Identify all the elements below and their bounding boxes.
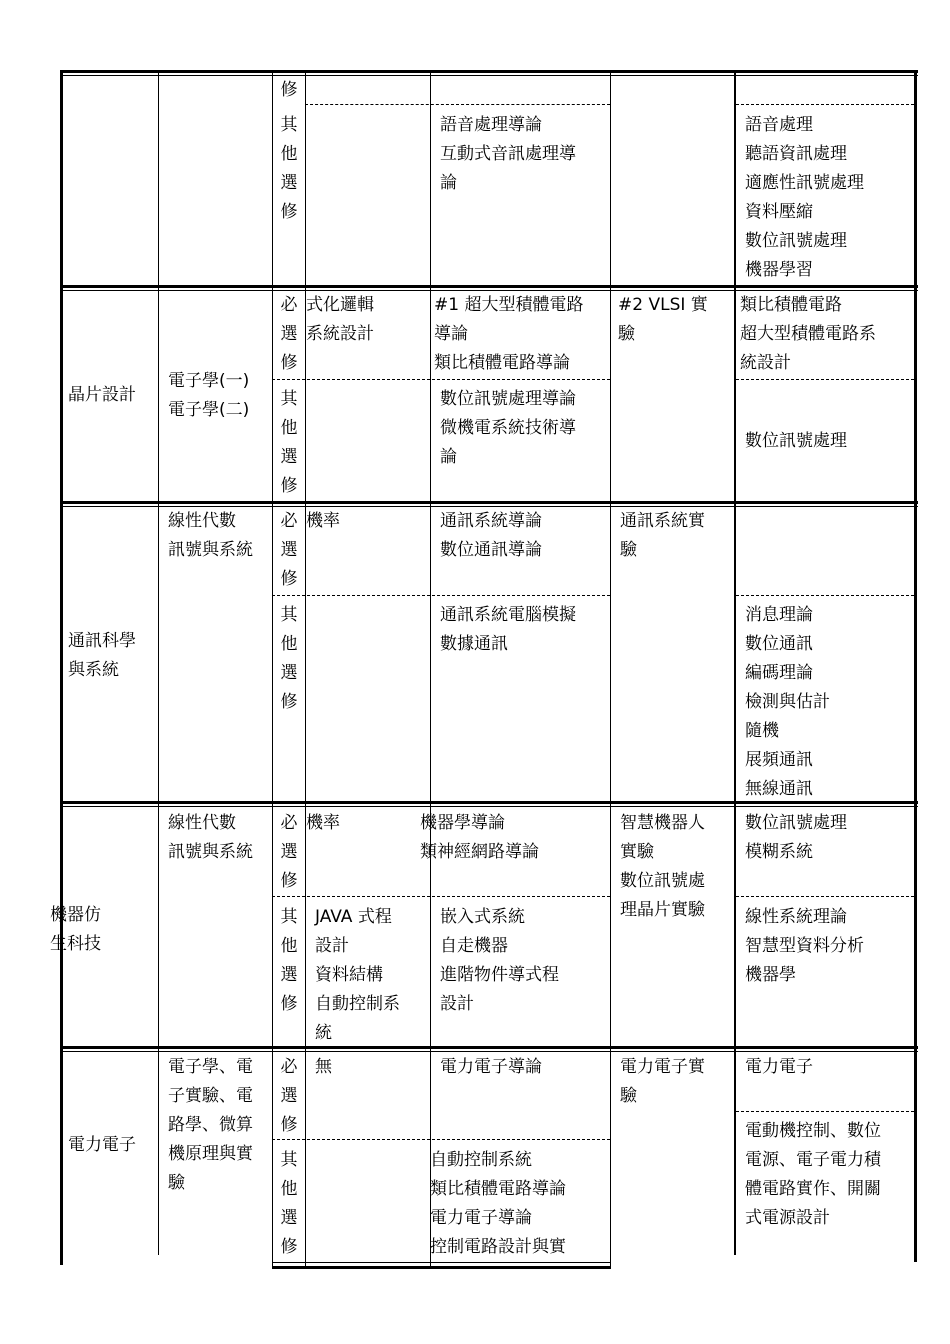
advanced-required-courses: 電力電子 (745, 1057, 813, 1077)
lab-courses: 智慧機器人 實驗 數位訊號處 理晶片實驗 (620, 813, 705, 920)
column-divider-thick (734, 73, 736, 1255)
other-elective-programming-courses: JAVA 式程 設計 資料結構 自動控制系 統 (315, 907, 400, 1043)
required-intro-courses: 通訊系統導論 數位通訊導論 (440, 511, 542, 560)
required-label: 必 選 修 (280, 295, 298, 373)
required-courses: 無 (315, 1057, 332, 1077)
table-top-border-inner (60, 75, 918, 76)
row-separator (60, 1051, 918, 1052)
column-divider (610, 73, 611, 1269)
lab-courses: #2 VLSI 實 驗 (618, 295, 708, 344)
other-elective-courses: 自動控制系統 類比積體電路導論 電力電子導論 控制電路設計與實 (430, 1150, 566, 1257)
advanced-other-courses: 線性系統理論 智慧型資料分析 機器學 (745, 907, 864, 985)
prerequisite-courses: 線性代數 訊號與系統 (168, 511, 253, 560)
lab-courses: 電力電子實 驗 (620, 1057, 705, 1106)
table-left-border (60, 70, 63, 1265)
table-right-border (914, 70, 917, 1262)
other-elective-label: 其 他 選 修 (280, 907, 298, 1014)
other-elective-courses: 嵌入式系統 自走機器 進階物件導式程 設計 (440, 907, 559, 1014)
required-label: 必 選 修 (280, 1057, 298, 1135)
prerequisite-courses: 電子學(一) 電子學(二) (168, 371, 250, 420)
column-divider (158, 73, 159, 1255)
area-name: 電力電子 (68, 1135, 136, 1155)
subrow-divider (736, 379, 914, 380)
other-elective-label: 其 他 選 修 (280, 605, 298, 712)
required-intro-courses: #1 超大型積體電路 導論 類比積體電路導論 (434, 295, 584, 373)
row-separator (60, 501, 918, 504)
other-elective-courses: 通訊系統電腦模擬 數據通訊 (440, 605, 576, 654)
row-separator (60, 285, 918, 288)
column-divider (272, 73, 273, 1269)
required-courses: 機率 (306, 813, 340, 833)
required-label: 必 選 修 (280, 511, 298, 589)
row-separator (60, 806, 918, 807)
required-intro-courses: 電力電子導論 (440, 1057, 542, 1077)
column-divider (430, 73, 431, 1269)
subrow-divider (736, 104, 914, 105)
prerequisite-courses: 電子學、電 子實驗、電 路學、微算 機原理與實 驗 (168, 1057, 253, 1193)
table-bottom-border (272, 1266, 610, 1269)
table-top-border (60, 70, 918, 73)
table-bottom-border (272, 1262, 610, 1263)
area-name: 通訊科學 與系統 (68, 631, 136, 680)
advanced-required-courses: 類比積體電路 超大型積體電路系 統設計 (740, 295, 876, 373)
subrow-divider (736, 1111, 914, 1112)
required-intro-courses: 機器學導論 類神經網路導論 (420, 813, 539, 862)
subrow-divider (736, 896, 914, 897)
subrow-divider (736, 595, 914, 596)
row-separator (60, 1046, 918, 1049)
advanced-other-courses: 數位訊號處理 (745, 431, 847, 451)
other-elective-courses: 語音處理導論 互動式音訊處理導 論 (440, 115, 576, 193)
area-name: 機器仿 生科技 (50, 905, 101, 954)
required-courses: 式化邏輯 系統設計 (306, 295, 374, 344)
required-label: 修 (280, 80, 298, 100)
required-courses: 機率 (306, 511, 340, 531)
column-divider (305, 73, 306, 1269)
area-name: 晶片設計 (68, 385, 136, 405)
lab-courses: 通訊系統實 驗 (620, 511, 705, 560)
other-elective-label: 其 他 選 修 (280, 389, 298, 496)
advanced-required-courses: 數位訊號處理 模糊系統 (745, 813, 847, 862)
advanced-other-courses: 電動機控制、數位 電源、電子電力積 體電路實作、開關 式電源設計 (745, 1121, 881, 1228)
other-elective-label: 其 他 選 修 (280, 1150, 298, 1257)
other-elective-courses: 數位訊號處理導論 微機電系統技術導 論 (440, 389, 576, 467)
prerequisite-courses: 線性代數 訊號與系統 (168, 813, 253, 862)
required-label: 必 選 修 (280, 813, 298, 891)
advanced-other-courses: 消息理論 數位通訊 編碼理論 檢測與估計 隨機 展頻通訊 無線通訊 (745, 605, 830, 799)
subrow-divider (305, 104, 610, 105)
subrow-divider (272, 896, 610, 897)
advanced-other-courses: 語音處理 聽語資訊處理 適應性訊號處理 資料壓縮 數位訊號處理 機器學習 (745, 115, 864, 280)
subrow-divider (272, 1139, 610, 1140)
subrow-divider (272, 379, 610, 380)
subrow-divider (272, 595, 610, 596)
other-elective-label: 其 他 選 修 (280, 115, 298, 222)
